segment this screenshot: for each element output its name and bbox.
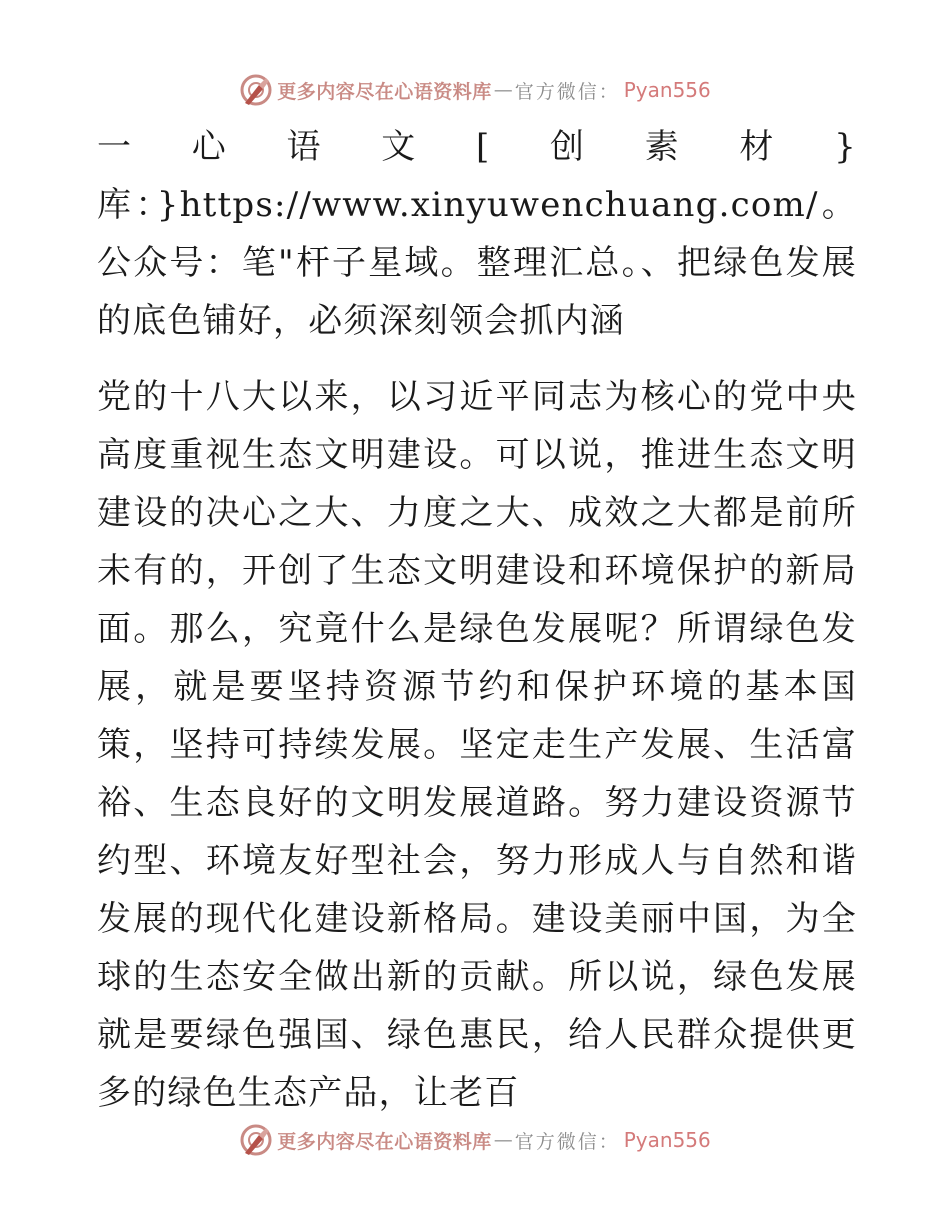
pen-logo-icon bbox=[239, 1123, 273, 1157]
watermark-wechat-id: Pyan556 bbox=[623, 1128, 711, 1152]
watermark-official-label: 官方微信： bbox=[514, 80, 620, 103]
watermark-title: 更多内容尽在心语资料库 bbox=[277, 1130, 492, 1153]
watermark-official-label: 官方微信： bbox=[514, 1130, 620, 1153]
paragraph-heading: 一心语文[创素材}库：}https://www.xinyuwenchuang.com/。公众号：笔"杆子星域。整理汇总。、把绿色发展的底色铺好，必须深刻领会抓内涵 bbox=[97, 127, 857, 341]
footer-watermark bbox=[0, 1120, 950, 1160]
header-watermark bbox=[0, 70, 950, 110]
pen-logo-icon bbox=[239, 73, 273, 107]
watermark-separator: — bbox=[493, 79, 513, 101]
watermark-wechat-id: Pyan556 bbox=[623, 78, 711, 102]
paragraph-body: 党的十八大以来，以习近平同志为核心的党中央高度重视生态文明建设。可以说，推进生态文明建设的决心之大、力度之大、成效之大都是前所未有的，开创了生态文明建设和环境保护的新局面。那么，究竟什么是绿色发展呢？所谓绿色发展，就是要坚持资源节约和保护环境的基本国策，坚持可持续发展。坚定走生产发展、生活富裕、生态良好的文明发展道路。努力建设资源节约型、环境友好型社会，努力形成人与自然和谐发展的现代化建设新格局。建设美丽中国，为全球的生态安全做出新的贡献。所以说，绿色发展就是要绿色强国、绿色惠民，给人民群众提供更多的绿色生态产品，让老百 bbox=[97, 377, 857, 1113]
watermark-title: 更多内容尽在心语资料库 bbox=[277, 80, 492, 103]
watermark-separator: — bbox=[493, 1129, 513, 1151]
document-body bbox=[97, 118, 857, 1122]
